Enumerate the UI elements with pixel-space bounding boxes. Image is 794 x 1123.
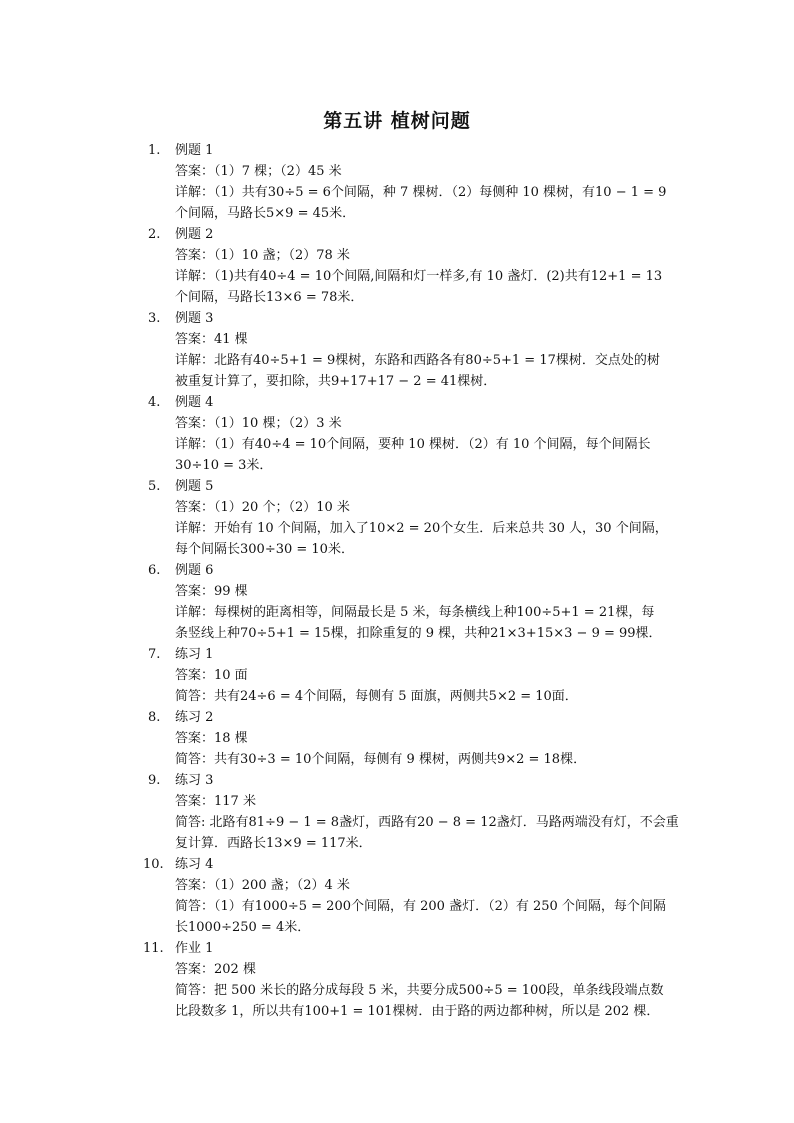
item-detail-line: 简答：（1）有1000÷5 = 200个间隔，有 200 盏灯．（2）有 250 个间隔，每个间隔 xyxy=(175,899,666,914)
item-detail-line: 简答：共有30÷3 = 10个间隔，每侧有 9 棵树，两侧共9×2 = 18棵． xyxy=(175,752,587,767)
item-number: 11. xyxy=(143,941,164,956)
item-answer: 答案：10 面 xyxy=(175,668,248,683)
item-number: 6. xyxy=(148,563,161,578)
item-number: 10. xyxy=(143,857,164,872)
item-answer: 答案：（1）10 盏；（2）78 米 xyxy=(175,248,350,263)
item-heading: 练习 3 xyxy=(175,773,214,788)
item-answer: 答案：（1）10 棵；（2）3 米 xyxy=(175,416,342,431)
item-heading: 练习 4 xyxy=(175,857,214,872)
item-answer: 答案：202 棵 xyxy=(175,962,256,977)
item-detail-line: 详解：（1）共有30÷5 = 6个间隔，种 7 棵树．（2）每侧种 10 棵树，有10 − 1 = 9 xyxy=(175,185,667,200)
list-item xyxy=(140,770,700,854)
item-detail-line: 条竖线上种70÷5+1 = 15棵，扣除重复的 9 棵，共种21×3+15×3 − 9 = 99棵． xyxy=(175,626,662,641)
list-item xyxy=(140,308,700,392)
item-number: 1. xyxy=(148,143,161,158)
item-detail-line: 简答：共有24÷6 = 4个间隔，每侧有 5 面旗，两侧共5×2 = 10面． xyxy=(175,689,578,704)
item-detail-line: 个间隔，马路长5×9 = 45米． xyxy=(175,206,356,221)
answer-list xyxy=(140,140,700,1022)
item-answer: 答案：99 棵 xyxy=(175,584,248,599)
list-item xyxy=(140,560,700,644)
list-item xyxy=(140,476,700,560)
item-detail-line: 个间隔，马路长13×6 = 78米． xyxy=(175,290,364,305)
list-item xyxy=(140,392,700,476)
item-detail-line: 详解：每棵树的距离相等，间隔最长是 5 米，每条横线上种100÷5+1 = 21棵，每 xyxy=(175,605,655,620)
item-detail-line: 长1000÷250 = 4米． xyxy=(175,920,311,935)
item-number: 9. xyxy=(148,773,161,788)
item-heading: 例题 2 xyxy=(175,227,214,242)
list-item xyxy=(140,644,700,707)
item-heading: 练习 2 xyxy=(175,710,214,725)
item-number: 5. xyxy=(148,479,161,494)
item-heading: 例题 3 xyxy=(175,311,214,326)
item-detail-line: 复计算．西路长13×9 = 117米． xyxy=(175,836,372,851)
item-number: 2. xyxy=(148,227,161,242)
item-heading: 例题 4 xyxy=(175,395,214,410)
item-heading: 作业 1 xyxy=(175,941,214,956)
item-answer: 答案：117 米 xyxy=(175,794,256,809)
list-item xyxy=(140,707,700,770)
list-item xyxy=(140,140,700,224)
item-answer: 答案：（1）200 盏；（2）4 米 xyxy=(175,878,350,893)
item-number: 4. xyxy=(148,395,161,410)
item-number: 8. xyxy=(148,710,161,725)
item-detail-line: 详解：北路有40÷5+1 = 9棵树，东路和西路各有80÷5+1 = 17棵树．交点处的树 xyxy=(175,353,660,368)
item-heading: 例题 1 xyxy=(175,143,214,158)
item-detail-line: 比段数多 1，所以共有100+1 = 101棵树．由于路的两边都种树，所以是 202 棵． xyxy=(175,1004,660,1019)
item-detail-line: 详解：（1）有40÷4 = 10个间隔，要种 10 棵树．（2）有 10 个间隔，每个间隔长 xyxy=(175,437,651,452)
item-number: 3. xyxy=(148,311,161,326)
item-heading: 例题 6 xyxy=(175,563,214,578)
item-detail-line: 详解：（1)共有40÷4 = 10个间隔,间隔和灯一样多,有 10 盏灯．(2)共有12+1 = 13 xyxy=(175,269,663,284)
item-detail-line: 被重复计算了，要扣除，共9+17+17 − 2 = 41棵树． xyxy=(175,374,497,389)
item-number: 7. xyxy=(148,647,161,662)
item-answer: 答案：（1）7 棵；（2）45 米 xyxy=(175,164,342,179)
item-detail-line: 简答：把 500 米长的路分成每段 5 米，共要分成500÷5 = 100段，单条线段端点数 xyxy=(175,983,664,998)
item-detail-line: 30÷10 = 3米． xyxy=(175,458,273,473)
page-title: 第五讲 植树问题 xyxy=(323,110,471,132)
item-answer: 答案：（1）20 个；（2）10 米 xyxy=(175,500,350,515)
item-answer: 答案：41 棵 xyxy=(175,332,248,347)
item-detail-line: 简答: 北路有81÷9 − 1 = 8盏灯，西路有20 − 8 = 12盏灯．马路两端没有灯，不会重 xyxy=(175,815,679,830)
item-heading: 练习 1 xyxy=(175,647,214,662)
list-item xyxy=(140,854,700,938)
list-item xyxy=(140,938,700,1022)
item-answer: 答案：18 棵 xyxy=(175,731,248,746)
item-detail-line: 每个间隔长300÷30 = 10米． xyxy=(175,542,354,557)
item-detail-line: 详解：开始有 10 个间隔，加入了10×2 = 20个女生．后来总共 30 人，30 个间隔， xyxy=(175,521,668,536)
item-heading: 例题 5 xyxy=(175,479,214,494)
list-item xyxy=(140,224,700,308)
